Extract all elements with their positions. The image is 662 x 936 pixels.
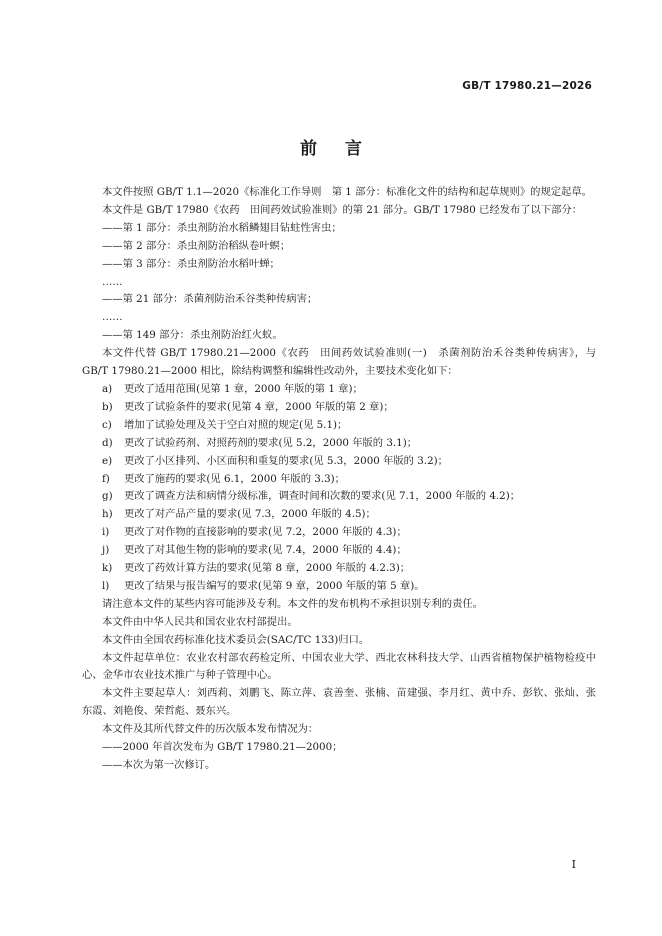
paragraph-drafting-rules: 本文件按照 GB/T 1.1—2020《标准化工作导则 第 1 部分：标准化文件的结构和起草规则》的规定起草。 xyxy=(102,186,592,198)
paragraph-patent-notice: 请注意本文件的某些内容可能涉及专利。本文件的发布机构不承担识别专利的责任。 xyxy=(102,597,483,610)
paragraph-committee: 本文件由全国农药标准化技术委员会(SAC/TC 133)归口。 xyxy=(102,633,370,646)
change-item xyxy=(82,488,596,506)
change-item xyxy=(82,524,596,542)
preface-body xyxy=(82,184,596,775)
change-label: k) xyxy=(102,562,113,575)
change-text: 更改了试验药剂、对照药剂的要求(见 5.2，2000 年版的 3.1)； xyxy=(124,436,418,449)
change-item xyxy=(82,578,596,596)
change-label: j) xyxy=(102,544,110,557)
change-text: 更改了调查方法和病情分级标准，调查时间和次数的要求(见 7.1，2000 年版的 4.2)； xyxy=(124,490,521,503)
list-item: ——第 21 部分：杀菌剂防治禾谷类种传病害； xyxy=(102,293,318,306)
paragraph-proposer: 本文件由中华人民共和国农业农村部提出。 xyxy=(102,615,298,628)
changes-list xyxy=(82,381,596,596)
list-item: ——本次为第一次修订。 xyxy=(102,759,216,771)
paragraph-replaces: 本文件代替 GB/T 17980.21—2000《农药 田间药效试验准则(一) 杀菌剂防治禾谷类种传病害》，与 GB/T 17980.21—2000 相比，除结构调整和编辑性改动外，主要技术变化如下： xyxy=(82,347,596,378)
change-item xyxy=(82,453,596,471)
change-label: g) xyxy=(102,490,113,503)
paragraph-history-intro: 本文件及其所代替文件的历次版本发布情况为： xyxy=(102,723,319,736)
list-item: ——第 2 部分：杀虫剂防治稻纵卷叶螟； xyxy=(102,239,291,252)
change-label: e) xyxy=(102,454,113,467)
change-item xyxy=(82,471,596,489)
change-label: a) xyxy=(102,382,113,395)
change-text: 更改了结果与报告编写的要求(见第 9 章，2000 年版的第 5 章)。 xyxy=(124,579,425,592)
ellipsis: …… xyxy=(102,275,123,288)
ellipsis: …… xyxy=(102,311,123,324)
change-text: 更改了适用范围(见第 1 章，2000 年版的第 1 章)； xyxy=(124,382,363,395)
change-text: 增加了试验处理及关于空白对照的规定(见 5.1)； xyxy=(124,418,348,431)
list-item: ——第 1 部分：杀虫剂防治水稻鳞翅目钻蛀性害虫； xyxy=(102,221,342,234)
change-label: c) xyxy=(102,418,112,431)
page-title: 前言 xyxy=(300,139,390,159)
change-item xyxy=(82,560,596,578)
change-text: 更改了试验条件的要求(见第 4 章，2000 年版的第 2 章)； xyxy=(124,400,394,413)
change-item xyxy=(82,506,596,524)
history-list xyxy=(82,739,596,775)
change-label: l) xyxy=(102,579,110,592)
change-item xyxy=(82,435,596,453)
change-text: 更改了对其他生物的影响的要求(见 7.4，2000 年版的 4.4)； xyxy=(124,544,407,557)
standard-number: GB/T 17980.21—2026 xyxy=(462,80,592,92)
change-label: f) xyxy=(102,472,110,485)
paragraph-drafters: 本文件主要起草人：刘西莉、刘鹏飞、陈立萍、袁善奎、张楠、苗建强、李月红、黄中乔、彭钦、张灿、张东霞、刘艳俊、荣哲彪、聂东兴。 xyxy=(82,687,596,718)
parts-list xyxy=(82,220,596,345)
change-text: 更改了药效计算方法的要求(见第 8 章，2000 年版的 4.2.3)； xyxy=(124,562,411,575)
list-item: ——第 149 部分：杀虫剂防治红火蚁。 xyxy=(102,329,283,342)
list-item: ——2000 年首次发布为 GB/T 17980.21—2000； xyxy=(102,741,343,754)
change-text: 更改了小区排列、小区面积和重复的要求(见 5.3，2000 年版的 3.2)； xyxy=(124,454,448,467)
change-label: h) xyxy=(102,508,113,521)
change-text: 更改了施药的要求(见 6.1，2000 年版的 3.3)； xyxy=(124,472,345,485)
change-label: d) xyxy=(102,436,113,449)
page-number: I xyxy=(571,858,576,871)
list-item: ——第 3 部分：杀虫剂防治水稻叶蝉； xyxy=(102,257,280,270)
change-label: i) xyxy=(102,526,110,539)
paragraph-drafting-units: 本文件起草单位：农业农村部农药检定所、中国农业大学、西北农林科技大学、山西省植物保护植物检疫中心、金华市农业技术推广与种子管理中心。 xyxy=(82,651,596,682)
change-label: b) xyxy=(102,400,113,413)
change-item xyxy=(82,399,596,417)
change-item xyxy=(82,381,596,399)
paragraph-series-intro: 本文件是 GB/T 17980《农药 田间药效试验准则》的第 21 部分。GB/T 17980 已经发布了以下部分： xyxy=(102,203,583,216)
change-item xyxy=(82,542,596,560)
change-text: 更改了对作物的直接影响的要求(见 7.2，2000 年版的 4.3)； xyxy=(124,526,407,539)
change-item xyxy=(82,417,596,435)
change-text: 更改了对产品产量的要求(见 7.3，2000 年版的 4.5)； xyxy=(124,508,376,521)
